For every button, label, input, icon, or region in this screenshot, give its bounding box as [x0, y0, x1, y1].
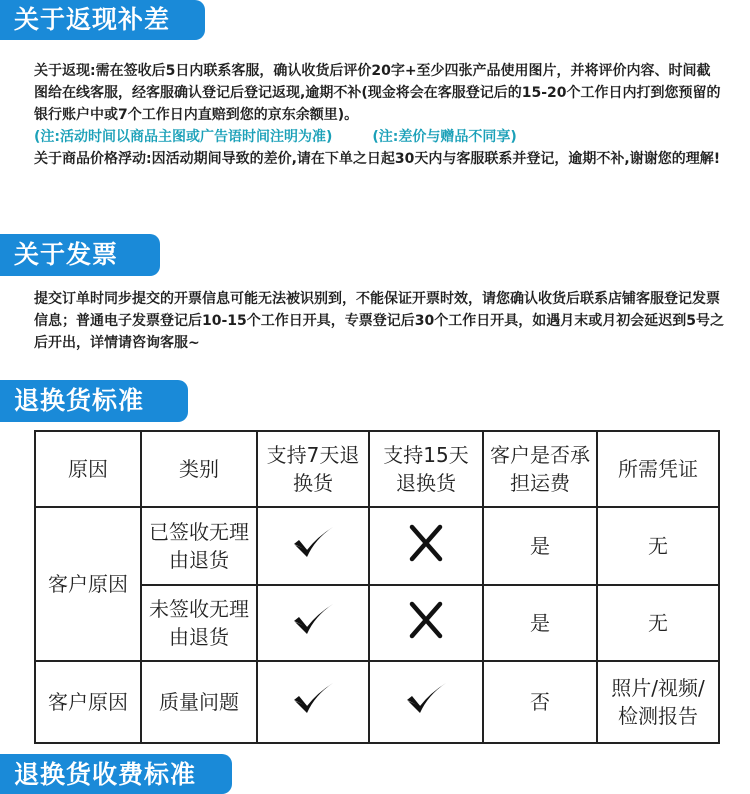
- cell-7day: [257, 661, 369, 743]
- cell-15day: [369, 507, 483, 585]
- cell-15day: [369, 585, 483, 661]
- cell-category: 已签收无理由退货: [141, 507, 257, 585]
- cell-freight: 是: [483, 585, 597, 661]
- header-15day: 支持15天退换货: [369, 431, 483, 507]
- cell-proof: 照片/视频/检测报告: [597, 661, 719, 743]
- cell-proof: 无: [597, 585, 719, 661]
- cell-15day: [369, 661, 483, 743]
- cell-7day: [257, 507, 369, 585]
- cell-reason: 客户原因: [35, 507, 141, 661]
- rebate-text-1: 关于返现:需在签收后5日内联系客服，确认收货后评价20字+至少四张产品使用图片，并将评价内容、时间截图给在线客服，经客服确认登记后登记返现,逾期不补(现金将会在客服登记后的15-20个工作日内打到您预留的银行账户中或7个工作日内直赔到您的京东余额里)。: [34, 63, 721, 123]
- section-title-return-standard: 退换货标准: [0, 380, 188, 422]
- check-mark-icon: [402, 679, 450, 719]
- table-row: [35, 507, 719, 585]
- cell-proof: 无: [597, 507, 719, 585]
- header-7day: 支持7天退换货: [257, 431, 369, 507]
- rebate-notes: [34, 126, 724, 148]
- cell-category: 未签收无理由退货: [141, 585, 257, 661]
- cell-7day: [257, 585, 369, 661]
- table-row: [35, 661, 719, 743]
- cell-reason: 客户原因: [35, 661, 141, 743]
- header-freight: 客户是否承担运费: [483, 431, 597, 507]
- section-title-invoice: 关于发票: [0, 234, 160, 276]
- section-title-rebate: 关于返现补差: [0, 0, 205, 40]
- header-category: 类别: [141, 431, 257, 507]
- cross-mark-icon: [402, 523, 450, 563]
- cross-mark-icon: [402, 600, 450, 640]
- invoice-paragraph: 提交订单时同步提交的开票信息可能无法被识别到，不能保证开票时效，请您确认收货后联系店铺客服登记发票信息；普通电子发票登记后10-15个工作日开具，专票登记后30个工作日开具，如遇月末或月初会延迟到5号之后开出，详情请咨询客服~: [34, 291, 724, 351]
- section-title-return-fee: 退换货收费标准: [0, 754, 232, 794]
- table-header-row: [35, 431, 719, 507]
- header-proof: 所需凭证: [597, 431, 719, 507]
- rebate-note-1: (注:活动时间以商品主图或广告语时间注明为准): [34, 129, 333, 145]
- cell-category: 质量问题: [141, 661, 257, 743]
- cell-freight: 否: [483, 661, 597, 743]
- rebate-paragraph: [34, 60, 724, 170]
- check-mark-icon: [289, 600, 337, 640]
- check-mark-icon: [289, 523, 337, 563]
- header-reason: 原因: [35, 431, 141, 507]
- check-mark-icon: [289, 679, 337, 719]
- rebate-note-2: (注:差价与赠品不同享): [372, 129, 517, 145]
- cell-freight: 是: [483, 507, 597, 585]
- return-standard-table: [34, 430, 720, 744]
- rebate-text-2: 关于商品价格浮动:因活动期间导致的差价,请在下单之日起30天内与客服联系并登记，逾期不补,谢谢您的理解!: [34, 151, 721, 167]
